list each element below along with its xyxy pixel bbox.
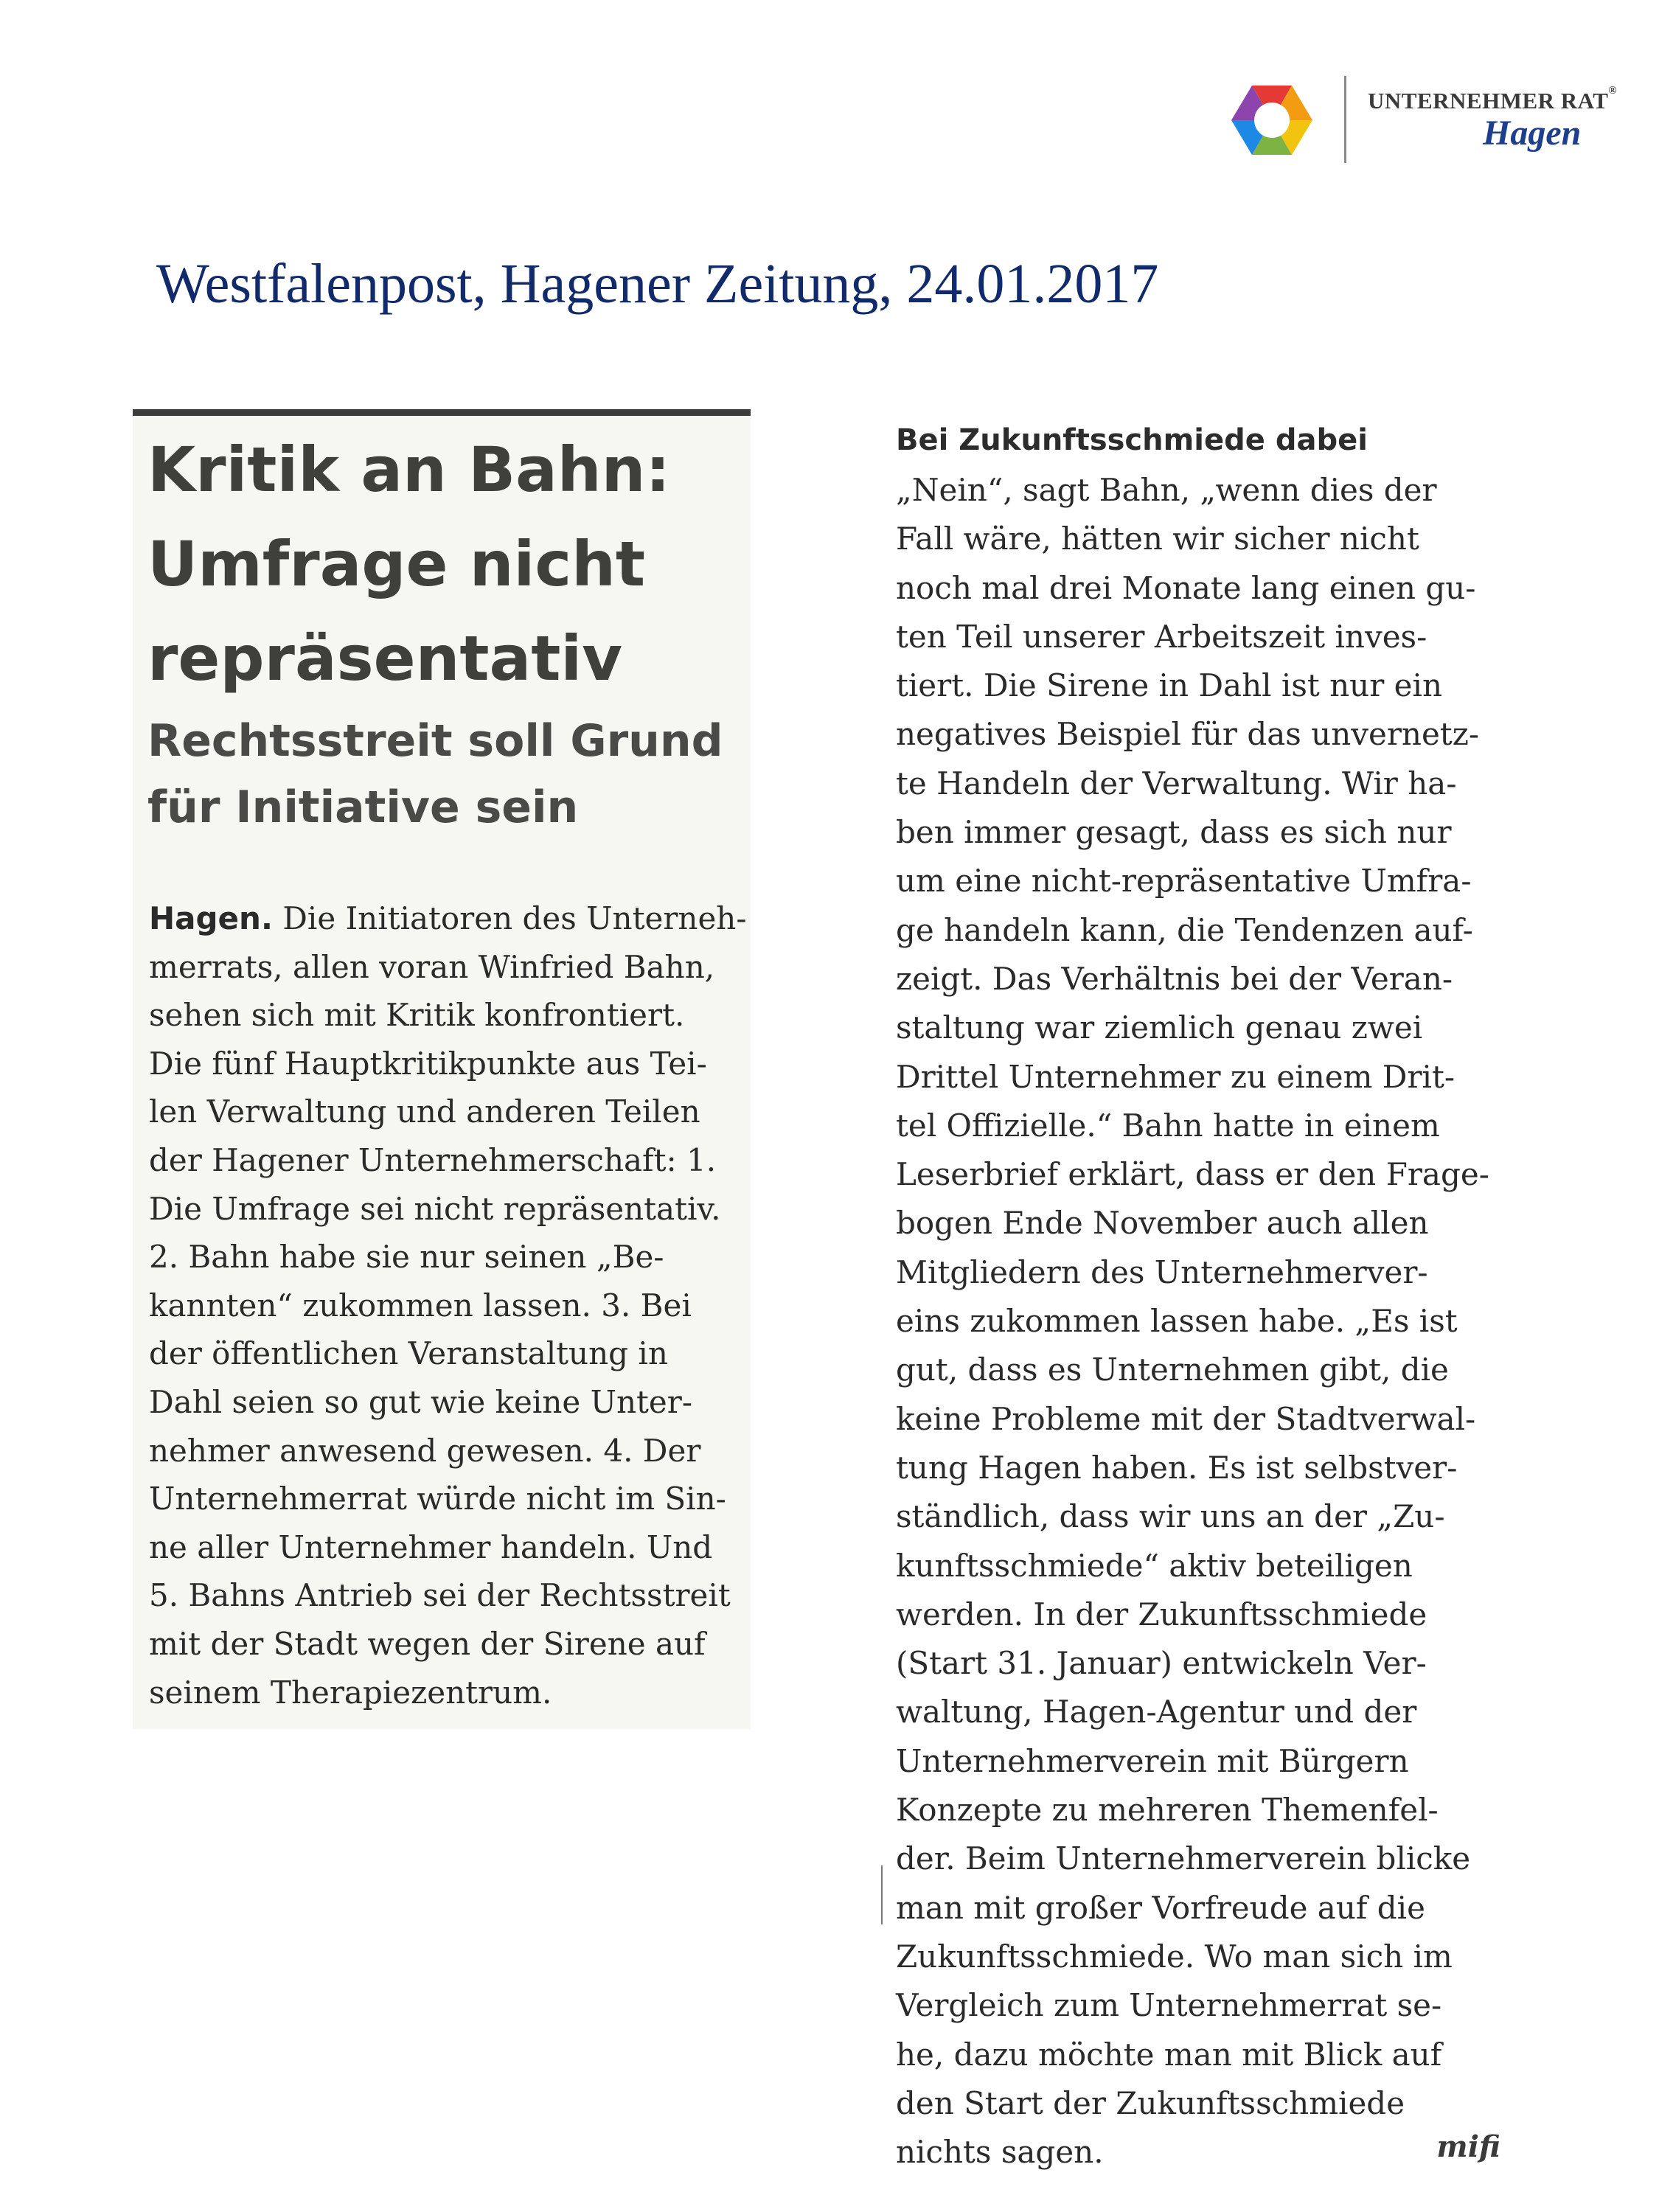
body-line: zeigt. Das Verhältnis bei der Veran- [896,960,1453,997]
body-line: seinem Therapiezentrum. [149,1674,552,1711]
headline-rule [133,409,751,416]
body-line: Unternehmerrat würde nicht im Sin- [149,1481,726,1517]
body-line: der öffentlichen Veranstaltung in [149,1335,668,1372]
body-line: Konzepte zu mehreren Themenfel- [896,1792,1439,1829]
body-line: tung Hagen haben. Es ist selbstver- [896,1449,1458,1486]
body-line: keine Probleme mit der Stadtverwal- [896,1400,1476,1437]
author-byline: mifi [1436,2129,1500,2164]
headline-line: repräsentativ [147,622,622,695]
subheadline-line: Rechtsstreit soll Grund [147,715,723,767]
headline-line: Kritik an Bahn: [147,434,670,506]
body-line: staltung war ziemlich genau zwei [896,1009,1423,1046]
dateline: Hagen. [149,900,273,936]
body-line: Mitgliedern des Unternehmerver- [896,1253,1428,1290]
headline-line: Umfrage nicht [147,528,646,600]
body-line: (Start 31. Januar) entwickeln Ver- [896,1645,1427,1682]
body-line: waltung, Hagen-Agentur und der [896,1694,1417,1731]
body-line: Die Initiatoren des Unterneh- [272,900,747,936]
logo-center-circle [1254,102,1290,138]
body-line: 5. Bahns Antrieb sei der Rechtsstreit [149,1577,731,1614]
body-line: eins zukommen lassen habe. „Es ist [896,1303,1458,1340]
body-line: nichts sagen. [896,2134,1104,2171]
body-line: Fall wäre, hätten wir sicher nicht [896,521,1419,557]
body-line: ständlich, dass wir uns an der „Zu- [896,1498,1445,1535]
body-line: Zukunftsschmiede. Wo man sich im [896,1938,1453,1975]
article-body-right [896,466,1489,2177]
headline [147,422,670,706]
body-line: kannten“ zukommen lassen. 3. Bei [149,1287,692,1324]
body-line: gut, dass es Unternehmen gibt, die [896,1352,1449,1388]
body-line: ge handeln kann, die Tendenzen auf- [896,911,1473,948]
body-line: der Hagener Unternehmerschaft: 1. [149,1141,717,1178]
body-line: Leserbrief erklärt, dass er den Frage- [896,1156,1489,1193]
logo-title-text: UNTERNEHMER RAT [1368,88,1609,114]
left-column [133,409,751,1729]
body-line: len Verwaltung und anderen Teilen [149,1093,700,1130]
body-line: nehmer anwesend gewesen. 4. Der [149,1432,701,1469]
section-subheading: Bei Zukunftsschmiede dabei [896,423,1368,457]
newspaper-clipping [133,409,1519,2194]
body-line: tiert. Die Sirene in Dahl ist nur ein [896,667,1442,704]
body-line: Die fünf Hauptkritikpunkte aus Tei- [149,1045,707,1082]
right-column [881,420,1515,2194]
body-line: Drittel Unternehmer zu einem Drit- [896,1058,1455,1095]
body-line: mit der Stadt wegen der Sirene auf [149,1625,706,1662]
body-line: Vergleich zum Unternehmerrat se- [896,1987,1442,2024]
body-line: noch mal drei Monate lang einen gu- [896,569,1476,606]
source-line: Westfalenpost, Hagener Zeitung, 24.01.2017 [156,253,1159,315]
body-line: Dahl seien so gut wie keine Unter- [149,1383,693,1420]
body-line: merrats, allen voran Winfried Bahn, [149,948,715,985]
body-line: te Handeln der Verwaltung. Wir ha- [896,765,1457,801]
registered-mark: ® [1608,85,1618,97]
hexagon-logo-icon [1220,76,1324,164]
logo-title [1368,85,1618,114]
body-line: bogen Ende November auch allen [896,1205,1429,1242]
body-line: den Start der Zukunftsschmiede [896,2084,1405,2121]
scan-mark [881,1865,883,1924]
body-line: ten Teil unserer Arbeitszeit inves- [896,618,1427,655]
body-line: 2. Bahn habe sie nur seinen „Be- [149,1239,664,1276]
body-line: Die Umfrage sei nicht repräsentativ. [149,1190,721,1227]
subheadline [147,708,723,841]
body-line: „Nein“, sagt Bahn, „wenn dies der [896,472,1437,508]
body-line: sehen sich mit Kritik konfrontiert. [149,997,685,1034]
subheadline-line: für Initiative sein [147,782,579,833]
body-line: tel Offizielle.“ Bahn hatte in einem [896,1107,1440,1144]
body-line: Unternehmerverein mit Bürgern [896,1742,1409,1779]
body-line: um eine nicht-repräsentative Umfra- [896,863,1472,900]
body-line: ne aller Unternehmer handeln. Und [149,1528,713,1565]
body-line: werden. In der Zukunftsschmiede [896,1596,1427,1632]
body-line: he, dazu möchte man mit Blick auf [896,2036,1442,2073]
body-line: negatives Beispiel für das unvernetz- [896,716,1480,753]
body-line: ben immer gesagt, dass es sich nur [896,814,1452,851]
body-line: der. Beim Unternehmerverein blicke [896,1840,1471,1877]
logo-city: Hagen [1483,114,1582,153]
logo-divider [1344,76,1346,163]
body-line: man mit großer Vorfreude auf die [896,1889,1425,1926]
article-body-left [149,894,747,1717]
body-line: kunftsschmiede“ aktiv beteiligen [896,1547,1413,1584]
logo [1220,70,1633,170]
